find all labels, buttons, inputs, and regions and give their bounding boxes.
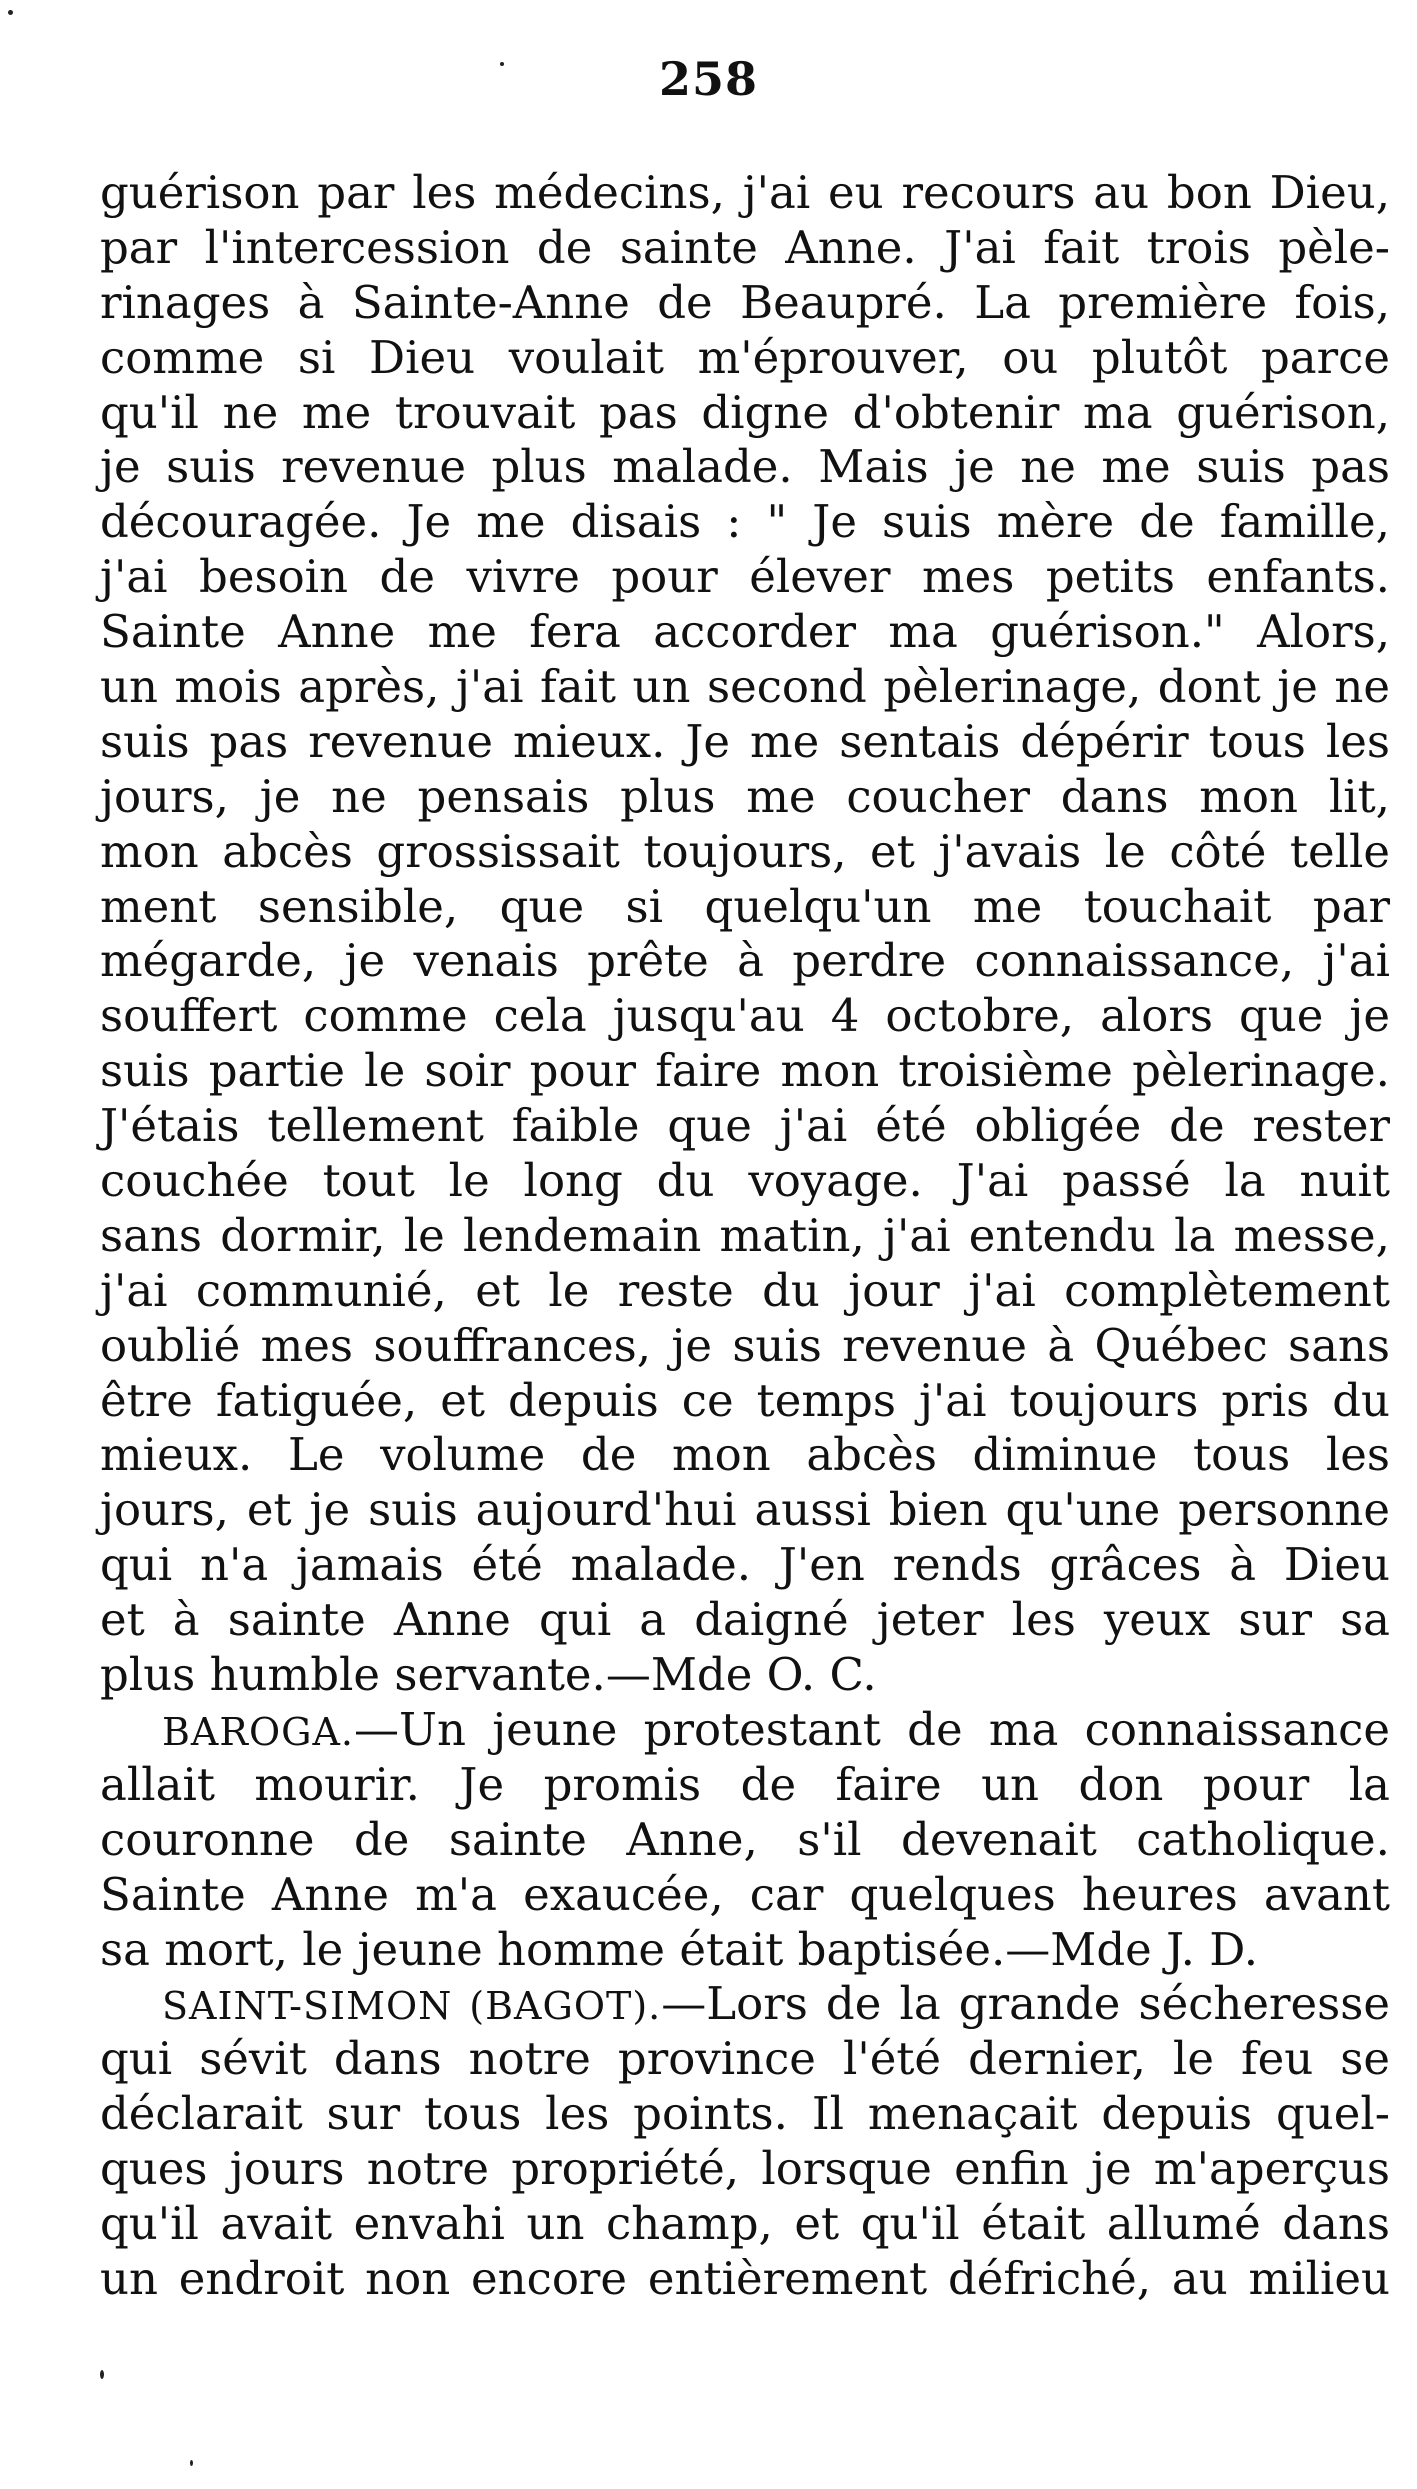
- text-line: j'ai besoin de vivre pour élever mes petits enfants.: [100, 550, 1390, 604]
- print-speck: [8, 10, 13, 15]
- text-line: rinages à Sainte-Anne de Beaupré. La première fois,: [100, 275, 1390, 329]
- text-line: mon abcès grossissait toujours, et j'avais le côté telle: [100, 824, 1390, 878]
- place-name: SAINT-SIMON (BAGOT).: [162, 1984, 662, 2029]
- text-line-rest: —Un jeune protestant de ma connaissance: [354, 1702, 1390, 1756]
- text-line-rest: —Lors de la grande sécheresse: [661, 1977, 1390, 2031]
- page-text: [100, 166, 1390, 2307]
- text-line: qu'il ne me trouvait pas digne d'obtenir ma guérison,: [100, 385, 1390, 439]
- text-line: par l'intercession de sainte Anne. J'ai fait trois pèle-: [100, 220, 1390, 274]
- text-line: déclarait sur tous les points. Il menaçait depuis quel-: [100, 2087, 1390, 2141]
- print-speck: [100, 2370, 104, 2379]
- page-number: 258: [658, 52, 759, 106]
- place-name: BAROGA.: [162, 1709, 355, 1754]
- text-line: qui sévit dans notre province l'été dernier, le feu se: [100, 2032, 1390, 2086]
- text-line: souffert comme cela jusqu'au 4 octobre, alors que je: [100, 989, 1390, 1043]
- text-line: comme si Dieu voulait m'éprouver, ou plutôt parce: [100, 330, 1390, 384]
- text-line: allait mourir. Je promis de faire un don pour la: [100, 1757, 1390, 1811]
- text-line: découragée. Je me disais : " Je suis mère de famille,: [100, 495, 1390, 549]
- paragraph-testimony-baroga: [100, 1703, 1390, 1977]
- text-line: qu'il avait envahi un champ, et qu'il était allumé dans: [100, 2196, 1390, 2250]
- print-speck: [500, 62, 504, 66]
- text-line: mieux. Le volume de mon abcès diminue tous les: [100, 1428, 1390, 1482]
- text-line: jours, je ne pensais plus me coucher dans mon lit,: [100, 769, 1390, 823]
- text-line: couronne de sainte Anne, s'il devenait catholique.: [100, 1812, 1390, 1866]
- paragraph-testimony-saint-simon: [100, 1977, 1390, 2306]
- text-line: Sainte Anne m'a exaucée, car quelques heures avant: [100, 1867, 1390, 1921]
- text-line: plus humble servante.—Mde O. C.: [100, 1648, 877, 1702]
- text-line: J'étais tellement faible que j'ai été obligée de rester: [100, 1099, 1390, 1153]
- text-line: être fatiguée, et depuis ce temps j'ai toujours pris du: [100, 1373, 1390, 1427]
- text-line: couchée tout le long du voyage. J'ai passé la nuit: [100, 1154, 1390, 1208]
- text-line: oublié mes souffrances, je suis revenue à Québec sans: [100, 1318, 1390, 1372]
- print-speck: [190, 2460, 193, 2466]
- text-line: jours, et je suis aujourd'hui aussi bien qu'une personne: [100, 1483, 1390, 1537]
- text-line: sa mort, le jeune homme était baptisée.—Mde J. D.: [100, 1922, 1259, 1976]
- text-line: je suis revenue plus malade. Mais je ne me suis pas: [100, 440, 1390, 494]
- text-line: un mois après, j'ai fait un second pèlerinage, dont je ne: [100, 660, 1390, 714]
- text-line: [100, 1703, 1390, 1758]
- text-line: Sainte Anne me fera accorder ma guérison." Alors,: [100, 605, 1390, 659]
- text-line: j'ai communié, et le reste du jour j'ai complètement: [100, 1263, 1390, 1317]
- paragraph-testimony-quebec: [100, 166, 1390, 1703]
- text-line: qui n'a jamais été malade. J'en rends grâces à Dieu: [100, 1538, 1390, 1592]
- text-line: guérison par les médecins, j'ai eu recours au bon Dieu,: [100, 166, 1390, 219]
- text-line: ques jours notre propriété, lorsque enfin je m'aperçus: [100, 2142, 1390, 2196]
- text-line: sans dormir, le lendemain matin, j'ai entendu la messe,: [100, 1208, 1390, 1262]
- text-line: ment sensible, que si quelqu'un me touchait par: [100, 879, 1390, 933]
- text-line: et à sainte Anne qui a daigné jeter les yeux sur sa: [100, 1593, 1390, 1647]
- text-line: suis pas revenue mieux. Je me sentais dépérir tous les: [100, 714, 1390, 768]
- text-line: suis partie le soir pour faire mon troisième pèlerinage.: [100, 1044, 1390, 1098]
- text-line: mégarde, je venais prête à perdre connaissance, j'ai: [100, 934, 1390, 988]
- text-line: [100, 1977, 1390, 2032]
- text-line: un endroit non encore entièrement défriché, au milieu: [100, 2251, 1390, 2305]
